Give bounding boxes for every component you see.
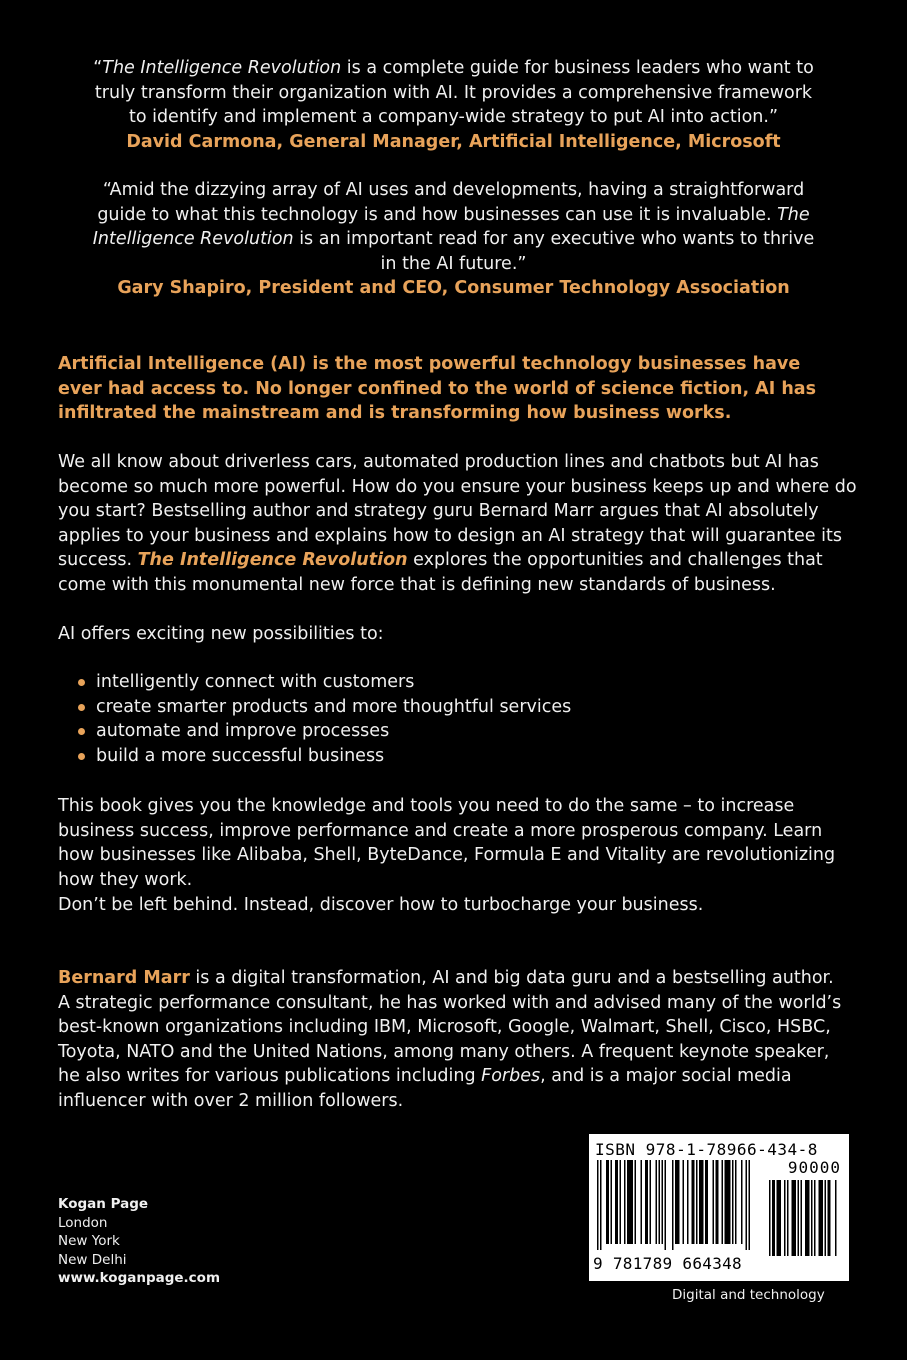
list-item: [58, 670, 571, 695]
author-publication: Forbes: [481, 1066, 541, 1086]
body-paragraph-1: [58, 450, 858, 597]
bullet-icon: [78, 728, 85, 735]
quote-2-attribution: Gary Shapiro, President and CEO, Consumer Technology Association: [117, 278, 790, 298]
author-bio: [58, 966, 848, 1113]
quote-2-text-after: is an important read for any executive who wants to thrive in the AI future.”: [293, 229, 815, 274]
body-paragraph-3: Don’t be left behind. Instead, discover how to turbocharge your business.: [58, 895, 704, 915]
list-intro: AI offers exciting new possibilities to:: [58, 624, 384, 644]
publisher-city: New York: [58, 1233, 120, 1249]
publisher-website: www.koganpage.com: [58, 1270, 221, 1286]
quote-1-text: is a complete guide for business leaders who want to truly transform their organization with AI. It provides a comprehensive framework to identify and implement a company-wide strategy to put AI into action.”: [94, 58, 814, 127]
barcode-bars-icon: [597, 1160, 762, 1252]
quote-1: [90, 56, 817, 154]
quote-1-title: The Intelligence Revolution: [102, 58, 342, 78]
bullet-icon: [78, 704, 85, 711]
publisher-city: New Delhi: [58, 1251, 127, 1268]
list-item: [58, 719, 571, 744]
price-code: 90000: [787, 1158, 841, 1177]
quote-2-title: The Intelligence Revolution: [92, 204, 810, 249]
addon-barcode-bars-icon: [769, 1180, 841, 1258]
body-1-text-after: explores the opportunities and challenges that come with this monumental new force that is defining new standards of business.: [58, 550, 823, 595]
bullet-icon: [78, 679, 85, 686]
publisher-name: Kogan Page: [58, 1196, 149, 1212]
list-item: [58, 695, 571, 720]
publisher-city: London: [58, 1214, 108, 1231]
isbn-digits: 9 781789 664348: [593, 1254, 742, 1273]
quote-open: “: [93, 58, 103, 78]
publisher-block: [58, 1195, 220, 1288]
body-1-title: The Intelligence Revolution: [137, 550, 408, 570]
list-item-text: intelligently connect with customers: [96, 672, 415, 692]
isbn-label: ISBN 978-1-78966-434-8: [595, 1140, 818, 1159]
list-item-text: create smarter products and more thoughtful services: [96, 696, 572, 717]
isbn-barcode: [589, 1134, 849, 1281]
author-bio-before: is a digital transformation, AI and big data guru and a bestselling author. A strategic performance consultant, he has worked with and advised many of the world’s best-known organizations including IBM, Microsoft, Google, Walmart, Shell, Cisco, HSBC, Toyota, NATO and the United Nations, among many others. A frequent keynote speaker, he also writes for various publications including: [58, 968, 842, 1086]
quote-1-attribution: David Carmona, General Manager, Artificial Intelligence, Microsoft: [126, 131, 781, 152]
list-item: [58, 744, 571, 769]
author-bio-after: , and is a major social media influencer with over 2 million followers.: [58, 1066, 792, 1111]
body-paragraph-2: This book gives you the knowledge and tools you need to do the same – to increase business success, improve performance and create a more prosperous company. Learn how businesses like Alibaba, Shell, ByteDance, Formula E and Vitality are revolutionizing how they work.: [58, 796, 836, 890]
author-name: Bernard Marr: [58, 968, 190, 988]
quote-2-text-before: “Amid the dizzying array of AI uses and developments, having a straightforward guide to what this technology is and how businesses can use it is invaluable.: [97, 180, 805, 225]
quote-2: [90, 178, 817, 301]
list-item-text: automate and improve processes: [96, 721, 390, 741]
lead-paragraph: Artificial Intelligence (AI) is the most powerful technology businesses have ever had access to. No longer confined to the world of science fiction, AI has infiltrated the mainstream and is transforming how business works.: [58, 354, 817, 423]
body-1-text: We all know about driverless cars, automated production lines and chatbots but AI has become so much more powerful. How do you ensure your business keeps up and where do you start? Bestselling author and strategy guru Bernard Marr argues that AI absolutely applies to your business and explains how to design an AI strategy that will guarantee its success.: [58, 452, 857, 570]
category-label: Digital and technology: [672, 1287, 825, 1303]
possibilities-list: [58, 670, 571, 768]
bullet-icon: [78, 753, 85, 760]
list-item-text: build a more successful business: [96, 745, 385, 766]
